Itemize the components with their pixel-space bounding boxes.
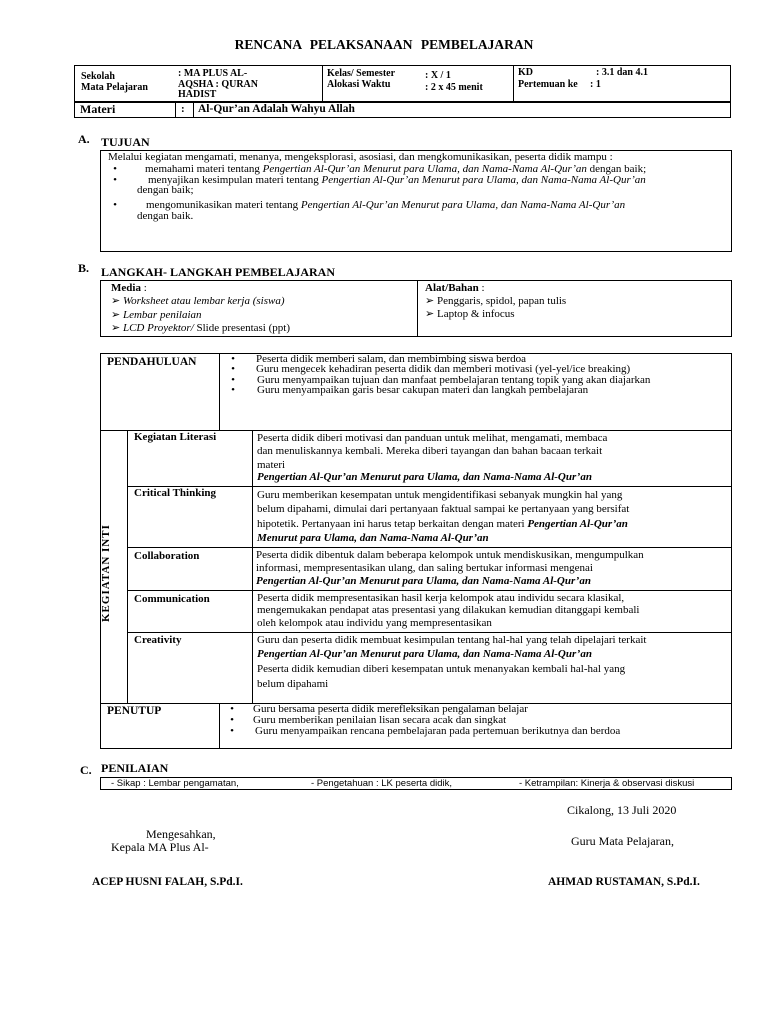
media-item-tail: Slide presentasi (ppt): [193, 322, 290, 334]
bullet-icon: •: [113, 174, 117, 186]
media-item-3: [111, 322, 290, 335]
bullet-icon: •: [231, 353, 235, 365]
arrow-icon: ➢: [425, 295, 435, 307]
arrow-icon: ➢: [111, 295, 121, 307]
sekolah-value: : MA PLUS AL-: [178, 68, 248, 79]
collab-topic: Pengertian Al-Qur’an Menurut para Ulama, dan Nama-Nama Al-Qur’an: [256, 575, 591, 587]
creat-line-3: Peserta didik kemudian diberi kesempatan untuk menanyakan kembali hal-hal yang: [257, 663, 626, 675]
materi-row: [74, 102, 731, 118]
kegiatan-inti-vertical-label: KEGIATAN INTI: [100, 524, 112, 622]
mapel-value-2: HADIST: [178, 89, 217, 100]
comm-line-3: oleh kelompok atau individu yang mempresentasikan: [257, 617, 492, 629]
critical-text: hipotetik. Pertanyaan ini harus tetap berkaitan dengan materi: [257, 518, 528, 530]
critical-label: Critical Thinking: [134, 487, 217, 499]
critical-line-4: Menurut para Ulama, dan Nama-Nama Al-Qur’an: [257, 532, 489, 544]
guru-name: AHMAD RUSTAMAN, S.Pd.I.: [548, 876, 700, 888]
bullet-icon: •: [231, 384, 235, 396]
kepala-name: ACEP HUSNI FALAH, S.Pd.I.: [92, 876, 243, 888]
pendahuluan-text: Guru mengecek kehadiran peserta didik dan memberi motivasi (yel-yel/ice breaking): [256, 363, 631, 375]
bullet-icon: •: [113, 199, 117, 211]
kelas-value: : X / 1: [425, 70, 451, 81]
kd-value: : 3.1 dan 4.1: [596, 67, 648, 78]
arrow-icon: ➢: [425, 308, 435, 320]
penilaian-pengetahuan: - Pengetahuan : LK peserta didik,: [311, 778, 453, 789]
tujuan-b3-topic: Pengertian Al-Qur’an Menurut para Ulama, dan Nama-Nama Al-Qur’an: [300, 199, 626, 211]
kelas-label: Kelas/ Semester: [327, 68, 396, 79]
mapel-value-1: AQSHA : QURAN: [178, 79, 259, 90]
collab-line-2: informasi, mempresentasikan ulang, dan saling bertukar informasi mengenai: [256, 562, 593, 574]
guru-label: Guru Mata Pelajaran,: [571, 834, 674, 848]
alat-colon: :: [478, 282, 485, 294]
media-item-text: LCD Proyektor/: [122, 322, 194, 334]
alat-item-text: Penggaris, spidol, papan tulis: [436, 295, 567, 307]
penilaian-heading: PENILAIAN: [101, 761, 169, 775]
penutup-text: Guru menyampaikan rencana pembelajaran pada pertemuan berikutnya dan berdoa: [255, 725, 621, 737]
bullet-icon: •: [230, 725, 234, 737]
collab-line-1: Peserta didik dibentuk dalam beberapa kelompok untuk mendiskusikan, mengumpulkan: [256, 549, 644, 561]
pendahuluan-text: Peserta didik memberi salam, dan membimbing siswa berdoa: [256, 353, 527, 365]
bullet-icon: •: [230, 714, 234, 726]
penutup-text: Guru bersama peserta didik merefleksikan pengalaman belajar: [253, 703, 528, 715]
langkah-heading: LANGKAH- LANGKAH PEMBELAJARAN: [101, 265, 336, 279]
literasi-line-1: Peserta didik diberi motivasi dan panduan untuk melihat, mengamati, membaca: [257, 432, 608, 444]
media-colon: :: [140, 282, 147, 294]
alokasi-label: Alokasi Waktu: [327, 79, 391, 90]
penilaian-sikap: - Sikap : Lembar pengamatan,: [111, 778, 239, 789]
pertemuan-value: : 1: [590, 79, 601, 90]
creat-line-1: Guru dan peserta didik membuat kesimpulan tentang hal-hal yang telah dipelajari terkait: [257, 634, 647, 646]
tujuan-b2-topic: Pengertian Al-Qur’an Menurut para Ulama, dan Nama-Nama Al-Qur’an: [321, 174, 646, 186]
media-item-text: Worksheet atau lembar kerja (siswa): [122, 295, 285, 307]
critical-topic: Pengertian Al-Qur’an: [527, 518, 628, 530]
penilaian-ketrampilan: - Ketrampilan: Kinerja & observasi diskusi: [519, 778, 695, 789]
tujuan-intro: Melalui kegiatan mengamati, menanya, mengeksplorasi, asosiasi, dan mengkomunikasikan, peserta didik mampu :: [108, 151, 613, 163]
critical-line-3: [257, 518, 628, 531]
bullet-icon: •: [230, 703, 234, 715]
arrow-icon: ➢: [111, 309, 121, 321]
creativity-label: Creativity: [134, 634, 182, 646]
pendahuluan-text: Guru menyampaikan tujuan dan manfaat pembelajaran tentang topik yang akan diajarkan: [257, 374, 651, 386]
place-date: Cikalong, 13 Juli 2020: [567, 803, 677, 817]
comm-line-2: mengemukakan pendapat atas presentasi yang dilakukan kemudian ditanggapi kembali: [257, 604, 640, 616]
media-item-2: [111, 309, 202, 322]
alat-label: Alat/Bahan: [425, 282, 479, 294]
alokasi-value: : 2 x 45 menit: [425, 82, 483, 93]
bullet-icon: •: [113, 163, 117, 175]
literasi-line-2: dan menuliskannya kembali. Mereka diberi tayangan dan bahan bacaan terkait: [257, 445, 603, 457]
media-item-text: Lembar penilaian: [122, 309, 202, 321]
materi-label: Materi: [80, 102, 116, 116]
penutup-label: PENUTUP: [107, 705, 162, 717]
arrow-icon: ➢: [111, 322, 121, 334]
kepala-label: Kepala MA Plus Al-: [111, 840, 209, 854]
section-a-letter: A.: [78, 132, 90, 146]
pendahuluan-text: Guru menyampaikan garis besar cakupan materi dan langkah pembelajaran: [257, 384, 589, 396]
literasi-label: Kegiatan Literasi: [134, 431, 217, 443]
tujuan-b2-post: dengan baik;: [137, 184, 194, 196]
materi-colon: :: [181, 103, 185, 115]
media-heading: [111, 282, 147, 295]
literasi-topic: Pengertian Al-Qur’an Menurut para Ulama, dan Nama-Nama Al-Qur’an: [257, 471, 592, 483]
tujuan-b1-pre: memahami materi tentang: [145, 163, 263, 175]
tujuan-b1-topic: Pengertian Al-Qur’an Menurut para Ulama, dan Nama-Nama Al-Qur’an: [262, 163, 587, 175]
literasi-line-3: materi: [257, 459, 286, 471]
section-b-letter: B.: [78, 261, 90, 275]
mapel-label: Mata Pelajaran: [81, 82, 148, 93]
collaboration-label: Collaboration: [134, 550, 200, 562]
creat-topic: Pengertian Al-Qur’an Menurut para Ulama, dan Nama-Nama Al-Qur’an: [257, 648, 592, 660]
pendahuluan-label: PENDAHULUAN: [107, 356, 197, 368]
tujuan-b3-pre: mengomunikasikan materi tentang: [146, 199, 301, 211]
section-c-letter: C.: [80, 763, 92, 777]
bullet-icon: •: [231, 363, 235, 375]
sekolah-label: Sekolah: [81, 71, 115, 82]
comm-line-1: Peserta didik mempresentasikan hasil kerja kelompok atau individu secara klasikal,: [257, 592, 625, 604]
mengesahkan-label: Mengesahkan,: [146, 827, 216, 841]
bullet-icon: •: [231, 374, 235, 386]
media-label: Media: [111, 282, 141, 294]
tujuan-heading: TUJUAN: [101, 135, 150, 149]
communication-label: Communication: [134, 593, 210, 605]
page-title: RENCANA PELAKSANAAN PEMBELAJARAN: [234, 37, 534, 52]
kd-label: KD: [518, 67, 533, 78]
critical-line-1: Guru memberikan kesempatan untuk mengidentifikasi sebanyak mungkin hal yang: [257, 489, 623, 501]
alat-item-1: [425, 295, 566, 308]
tujuan-b1-post: dengan baik;: [586, 163, 647, 175]
critical-line-2: belum dipahami, dimulai dari pertanyaan faktual sampai ke pertanyaan yang bersifat: [257, 503, 630, 515]
tujuan-b2-pre: menyajikan kesimpulan materi tentang: [148, 174, 322, 186]
materi-value: Al-Qur’an Adalah Wahyu Allah: [198, 103, 355, 115]
creat-line-4: belum dipahami: [257, 678, 329, 690]
penutup-text: Guru memberikan penilaian lisan secara acak dan singkat: [253, 714, 507, 726]
pertemuan-label: Pertemuan ke: [518, 79, 578, 90]
alat-item-2: [425, 308, 515, 321]
alat-heading: [425, 282, 485, 295]
media-item-1: [111, 295, 285, 308]
tujuan-b3-post: dengan baik.: [137, 210, 194, 222]
alat-item-text: Laptop & infocus: [436, 308, 515, 320]
